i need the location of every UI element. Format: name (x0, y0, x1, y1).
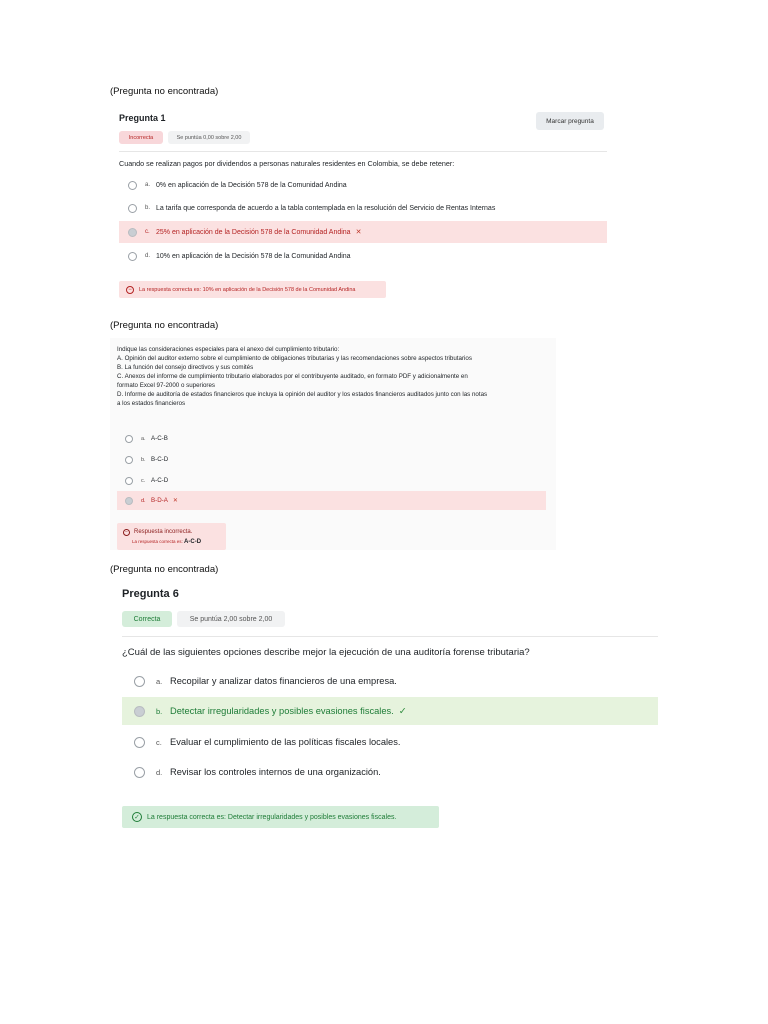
not-found-label: (Pregunta no encontrada) (110, 564, 219, 575)
status-badge: Incorrecta (119, 131, 163, 144)
intro-line: A. Opinión del auditor externo sobre el cumplimiento de obligaciones tributarias y las recomendaciones sobre aspectos tributarios (117, 355, 472, 362)
feedback-prefix: La respuesta correcta es: (132, 538, 183, 544)
option-a[interactable] (117, 430, 546, 447)
not-found-label: (Pregunta no encontrada) (110, 320, 219, 331)
intro-line: B. La función del consejo directivos y sus comités (117, 364, 254, 371)
feedback-icon: ✓ (132, 812, 142, 822)
option-label: A-C-B (151, 435, 168, 442)
option-a[interactable] (119, 176, 607, 194)
radio-button[interactable] (128, 252, 137, 261)
option-label: B-D-A (151, 497, 168, 504)
status-badge: Correcta (122, 611, 172, 627)
feedback-correct-answer (122, 806, 439, 828)
feedback-icon: − (126, 286, 134, 294)
radio-button[interactable] (134, 737, 145, 748)
option-label: La tarifa que corresponda de acuerdo a la tabla contemplada en la resolución del Servicio de Rentas Internas (156, 204, 496, 212)
score-badge: Se puntúa 2,00 sobre 2,00 (177, 611, 285, 627)
intro-line: D. Informe de auditoría de estados financieros que incluya la opinión del auditor y los estados financieros auditados junto con las notas (117, 391, 488, 398)
option-c[interactable] (117, 472, 546, 489)
radio-button[interactable] (125, 497, 133, 505)
radio-button[interactable] (128, 204, 137, 213)
option-a[interactable] (122, 670, 658, 692)
intro-line: Indique las consideraciones especiales para el anexo del cumplimiento tributario: (117, 346, 340, 353)
radio-button[interactable] (134, 767, 145, 778)
option-b[interactable] (119, 199, 607, 217)
feedback-answer-row (132, 539, 201, 545)
divider (122, 636, 658, 637)
feedback-box (117, 523, 226, 550)
flag-question-button[interactable]: Marcar pregunta (536, 112, 604, 130)
option-letter: b. (156, 706, 163, 716)
intro-line: formato Excel 97-2000 o superiores (117, 382, 216, 389)
question-6-card (110, 580, 658, 830)
not-found-label: (Pregunta no encontrada) (110, 86, 219, 97)
question-intro (117, 345, 553, 408)
wrong-icon: ✕ (355, 229, 362, 236)
option-label: Revisar los controles internos de una organización. (170, 767, 381, 777)
option-d[interactable] (119, 247, 607, 265)
question-text: Cuando se realizan pagos por dividendos a personas naturales residentes en Colombia, se debe retener: (119, 159, 455, 168)
option-letter: c. (141, 477, 146, 484)
question-text: ¿Cuál de las siguientes opciones describe mejor la ejecución de una auditoría forense tributaria? (122, 647, 530, 658)
radio-button[interactable] (128, 228, 137, 237)
radio-button[interactable] (134, 676, 145, 687)
feedback-icon: − (123, 529, 130, 536)
option-label: Recopilar y analizar datos financieros de una empresa. (170, 676, 397, 686)
feedback-text: La respuesta correcta es: Detectar irregularidades y posibles evasiones fiscales. (147, 813, 397, 821)
question-1-title: Pregunta 1 (119, 113, 166, 123)
option-label: 10% en aplicación de la Decisión 578 de la Comunidad Andina (156, 252, 351, 260)
feedback-title: Respuesta incorrecta. (134, 529, 193, 535)
option-b-selected[interactable] (122, 697, 658, 725)
radio-button[interactable] (125, 456, 133, 464)
option-label: 25% en aplicación de la Decisión 578 de la Comunidad Andina (156, 228, 351, 236)
divider (119, 151, 607, 152)
option-label: B-C-D (151, 456, 169, 463)
option-d-selected[interactable] (117, 491, 546, 510)
feedback-title-row (123, 529, 192, 536)
option-letter: a. (145, 182, 151, 188)
check-icon: ✓ (398, 705, 407, 716)
radio-button[interactable] (128, 181, 137, 190)
question-1-card (110, 104, 618, 304)
option-letter: d. (145, 253, 151, 259)
option-b[interactable] (117, 451, 546, 468)
option-label: Evaluar el cumplimiento de las políticas fiscales locales. (170, 737, 401, 747)
option-letter: d. (156, 767, 163, 777)
option-c[interactable] (122, 731, 658, 753)
option-letter: d. (141, 497, 146, 504)
score-badge: Se puntúa 0,00 sobre 2,00 (168, 131, 250, 144)
option-letter: b. (145, 205, 151, 211)
option-d[interactable] (122, 761, 658, 783)
option-letter: a. (156, 676, 163, 686)
option-letter: c. (156, 737, 162, 747)
option-letter: a. (141, 435, 146, 442)
feedback-correct-answer (119, 281, 386, 298)
intro-line: a los estados financieros (117, 400, 186, 407)
option-label: A-C-D (151, 477, 169, 484)
question-2-card (110, 338, 556, 550)
radio-button[interactable] (134, 706, 145, 717)
option-label: 0% en aplicación de la Decisión 578 de la Comunidad Andina (156, 181, 347, 189)
question-6-title: Pregunta 6 (122, 588, 179, 600)
radio-button[interactable] (125, 477, 133, 485)
feedback-text: La respuesta correcta es: 10% en aplicación de la Decisión 578 de la Comunidad Andina (139, 286, 356, 293)
option-label: Detectar irregularidades y posibles evasiones fiscales. (170, 706, 394, 716)
radio-button[interactable] (125, 435, 133, 443)
wrong-icon: ✕ (172, 497, 179, 504)
option-letter: b. (141, 456, 146, 463)
option-letter: c. (145, 229, 150, 235)
intro-line: C. Anexos del informe de cumplimiento tributario elaborados por el contribuyente auditado, en formato PDF y adicionalmente en (117, 373, 468, 380)
option-c-selected[interactable] (119, 221, 607, 243)
feedback-answer: A-C-D (184, 538, 202, 545)
